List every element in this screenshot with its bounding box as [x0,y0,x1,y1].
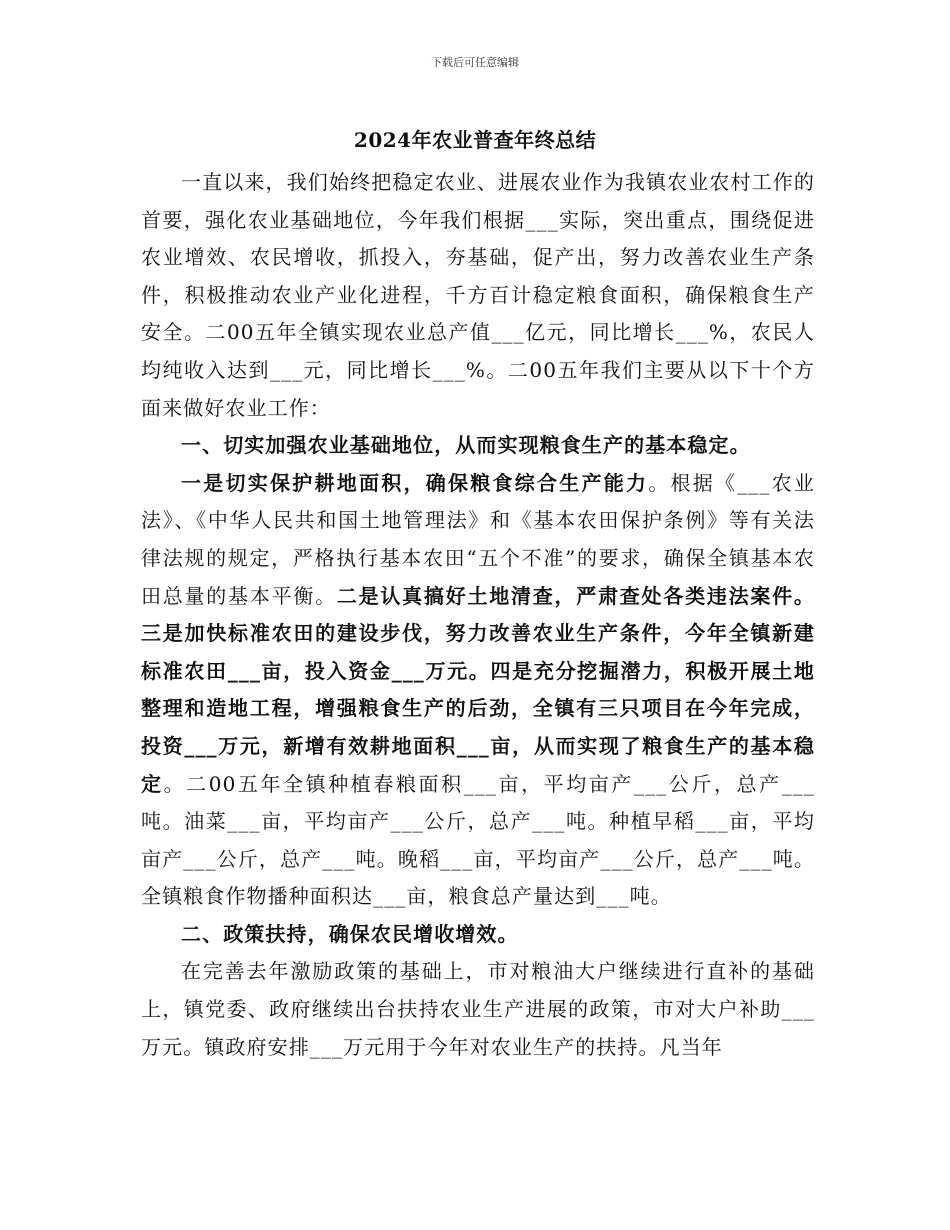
section-heading-2: 二、政策扶持，确保农民增收增效。 [181,921,519,946]
section-heading-1: 一、切实加强农业基础地位，从而实现粮食生产的基本稳定。 [181,433,751,458]
normal-run-a: 。根据《___农业法》、《中华人民共和国土地管理法》和《基本农田保护条例》等有关法律法规的规定，严格执行基本农田“五个不准”的要求，确保全镇基本农田总量的基本平衡。 [141,470,815,608]
paragraph-intro: 一直以来，我们始终把稳定农业、进展农业作为我镇农业农村工作的首要，强化农业基础地位，今年我们根据___实际，突出重点，围绕促进农业增效、农民增收，抓投入，夯基础，促产出，努力改善农业生产条件，积极推动农业产业化进程，千方百计稳定粮食面积，确保粮食生产安全。二00五年全镇实现农业总产值___亿元，同比增长___%，农民人均纯收入达到___元，同比增长___%。二00五年我们主要从以下十个方面来做好农业工作： [141,170,815,420]
normal-run-b: 。二00五年全镇种植春粮面积___亩，平均亩产___公斤，总产___吨。油菜___亩，平均亩产___公斤，总产___吨。种植早稻___亩，平均亩产___公斤，总产___吨。晚稻___亩，平均亩产___公斤，总产___吨。全镇粮食作物播种面积达___亩，粮食总产量达到___吨。 [141,771,815,909]
document-body [141,164,815,1066]
bold-run-a: 一是切实保护耕地面积，确保粮食综合生产能力 [181,470,649,495]
bold-run-b: 二是认真搞好土地清查，严肃查处各类违法案件。三是加快标准农田的建设步伐，努力改善农业生产条件，今年全镇新建标准农田___亩，投入资金___万元。四是充分挖掘潜力，积极开展土地整理和造地工程，增强粮食生产的后劲，全镇有三只项目在今年完成，投资___万元，新增有效耕地面积___亩，从而实现了粮食生产的基本稳定 [141,583,815,796]
header-note: 下载后可任意编辑 [431,56,519,69]
paragraph-land-protection [141,465,815,916]
paragraph-policy-support: 在完善去年激励政策的基础上，市对粮油大户继续进行直补的基础上，镇党委、政府继续出台扶持农业生产进展的政策，市对大户补助___万元。镇政府安排___万元用于今年对农业生产的扶持。凡当年 [141,959,815,1059]
page-title: 2024年农业普查年终总结 [353,128,597,152]
